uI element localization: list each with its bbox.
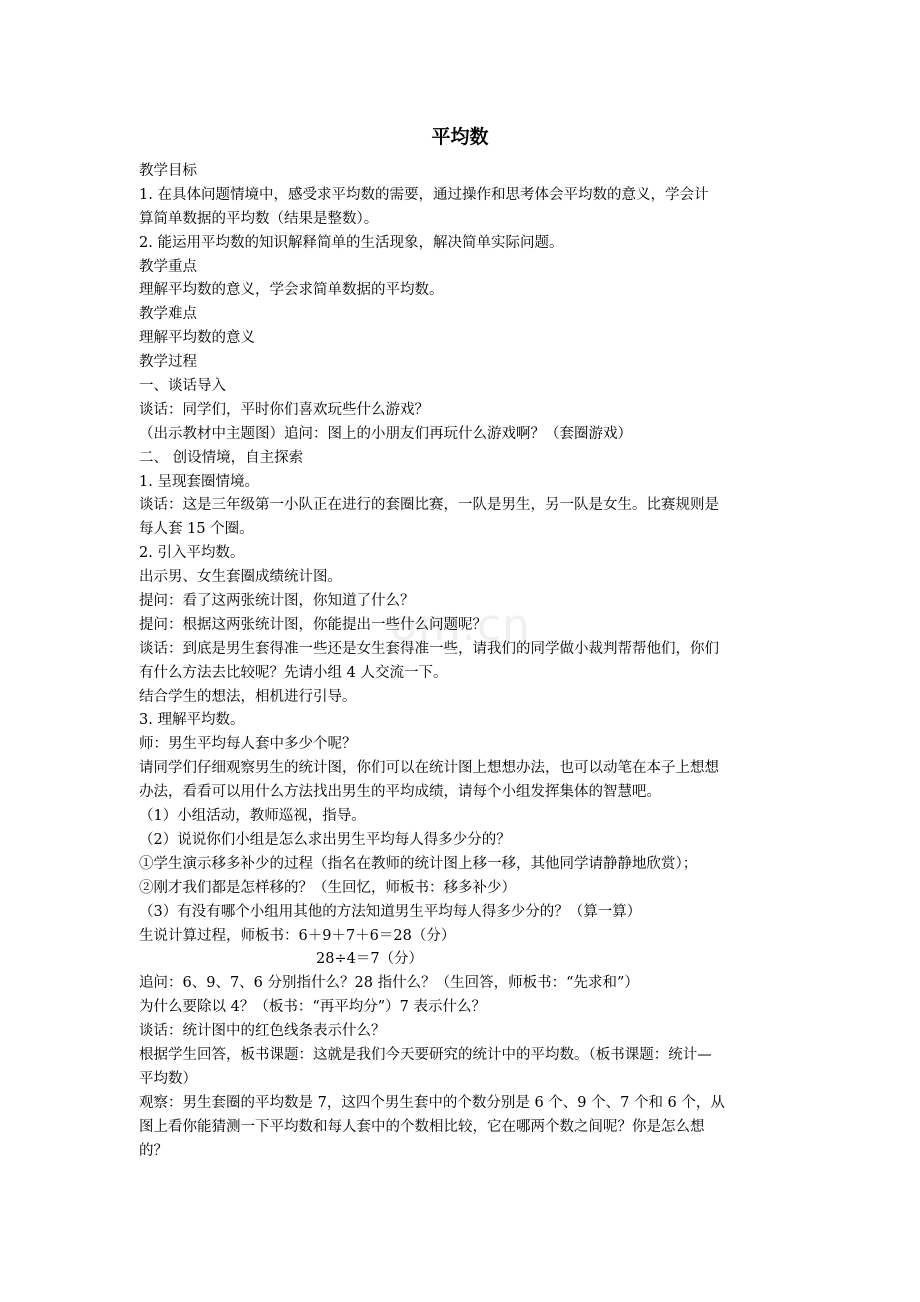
paragraph-line: 根据学生回答，板书课题：这就是我们今天要研究的统计中的平均数。（板书课题：统计— xyxy=(139,1046,712,1063)
paragraph-line: 谈话：到底是男生套得准一些还是女生套得准一些，请我们的同学做小裁判帮帮他们，你们 xyxy=(139,640,719,657)
paragraph-line: （1）小组活动，教师巡视，指导。 xyxy=(139,808,366,825)
paragraph-line: 提问：根据这两张统计图，你能提出一些什么问题呢？ xyxy=(139,616,487,633)
paragraph-line: 理解平均数的意义 xyxy=(139,330,255,347)
paragraph-line: 每人套 15 个圈。 xyxy=(139,521,254,538)
paragraph-line: 师：男生平均每人套中多少个呢？ xyxy=(139,736,357,753)
paragraph-line: 有什么方法去比较呢？先请小组 4 人交流一下。 xyxy=(139,664,448,681)
paragraph-line: 谈话：统计图中的红色线条表示什么？ xyxy=(139,1023,386,1040)
page-title: 平均数 xyxy=(431,126,489,148)
paragraph-line: 1. 呈现套圈情境。 xyxy=(139,473,259,490)
paragraph-line: （3）有没有哪个小组用其他的方法知道男生平均每人得多少分的？（算一算） xyxy=(139,903,642,920)
document-body xyxy=(139,160,787,1163)
paragraph-line: 办法，看看可以用什么方法找出男生的平均成绩，请每个小组发挥集体的智慧吧。 xyxy=(139,784,661,801)
paragraph-line: 1. 在具体问题情境中，感受求平均数的需要，通过操作和思考体会平均数的意义，学会计 xyxy=(139,186,709,203)
paragraph-line: 请同学们仔细观察男生的统计图，你们可以在统计图上想想办法，也可以动笔在本子上想想 xyxy=(139,760,719,777)
paragraph-line: 谈话：同学们，平时你们喜欢玩些什么游戏？ xyxy=(139,401,429,418)
paragraph-line: （2）说说你们小组是怎么求出男生平均每人得多少分的？ xyxy=(139,831,511,848)
paragraph-line: 谈话：这是三年级第一小队正在进行的套圈比赛，一队是男生，另一队是女生。比赛规则是 xyxy=(139,497,719,514)
paragraph-line: 提问：看了这两张统计图，你知道了什么？ xyxy=(139,593,415,610)
paragraph-line: 一、谈话导入 xyxy=(139,378,226,395)
section-heading-process: 教学过程 xyxy=(139,354,197,371)
paragraph-line: 的？ xyxy=(139,1142,168,1159)
paragraph-line: 为什么要除以 4？（板书：“再平均分”）7 表示什么？ xyxy=(139,999,486,1016)
paragraph-line: 图上看你能猜测一下平均数和每人套中的个数相比较，它在哪两个数之间呢？你是怎么想 xyxy=(139,1118,705,1135)
paragraph-line: （出示教材中主题图）追问：图上的小朋友们再玩什么游戏啊？（套圈游戏） xyxy=(139,425,632,442)
section-heading-key-points: 教学重点 xyxy=(139,258,197,275)
paragraph-line: 出示男、女生套圈成绩统计图。 xyxy=(139,569,342,586)
paragraph-line: ②刚才我们都是怎样移的？（生回忆，师板书：移多补少） xyxy=(139,879,516,896)
section-heading-difficulties: 教学难点 xyxy=(139,306,197,323)
paragraph-line: 理解平均数的意义，学会求简单数据的平均数。 xyxy=(139,282,444,299)
paragraph-line: 结合学生的想法，相机进行引导。 xyxy=(139,688,357,705)
paragraph-line: 平均数） xyxy=(139,1070,197,1087)
watermark: om.cn xyxy=(390,600,531,651)
paragraph-line: 算简单数据的平均数（结果是整数）。 xyxy=(139,210,379,227)
paragraph-line: 观察：男生套圈的平均数是 7，这四个男生套中的个数分别是 6 个、9 个、7 个和 6 个，从 xyxy=(139,1094,725,1111)
paragraph-line: 追问：6、9、7、6 分别指什么？28 指什么？（生回答，师板书：“先求和”） xyxy=(139,975,639,992)
paragraph-line: 2. 能运用平均数的知识解释简单的生活现象，解决简单实际问题。 xyxy=(139,234,564,251)
calculation-line: 28÷4＝7（分） xyxy=(316,951,424,968)
section-heading-goals: 教学目标 xyxy=(139,163,197,179)
paragraph-line: 二、 创设情境，自主探索 xyxy=(139,449,304,466)
paragraph-line: 2. 引入平均数。 xyxy=(139,545,245,562)
paragraph-line: 生说计算过程，师板书：6＋9＋7＋6＝28（分） xyxy=(139,927,456,944)
paragraph-line: ①学生演示移多补少的过程（指名在教师的统计图上移一移，其他同学请静静地欣赏）； xyxy=(139,855,698,872)
paragraph-line: 3. 理解平均数。 xyxy=(139,712,245,729)
